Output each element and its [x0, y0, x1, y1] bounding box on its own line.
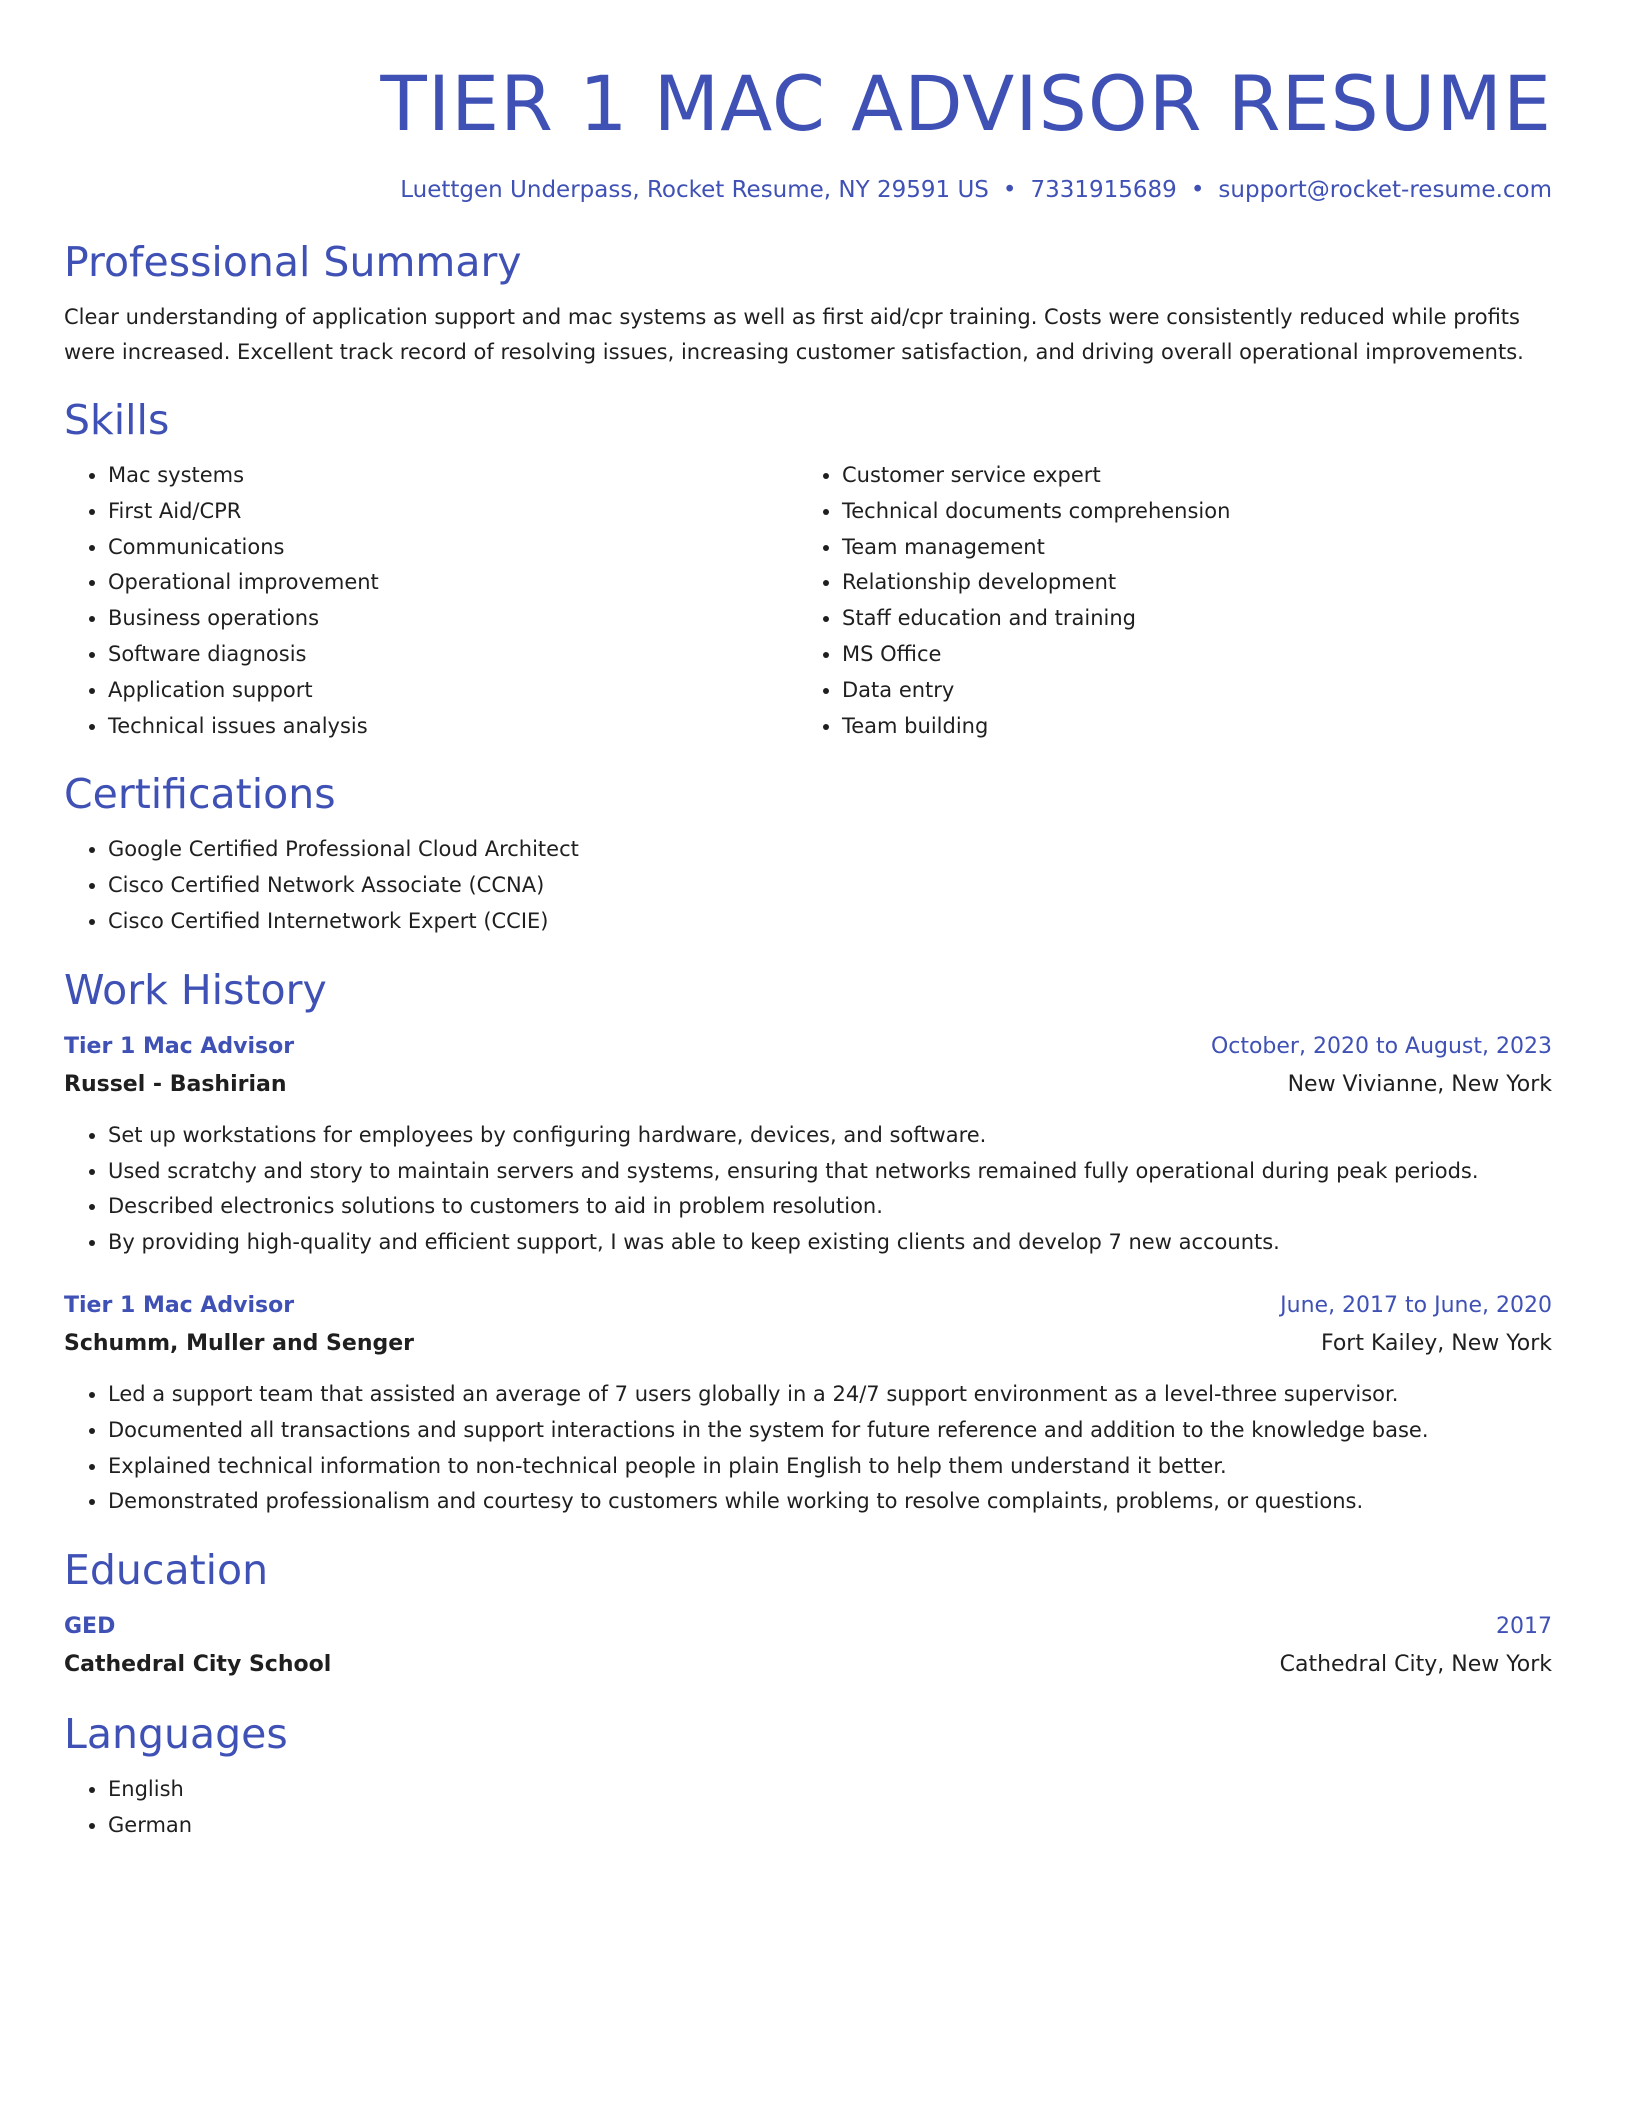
education-school: Cathedral City School: [64, 1652, 332, 1678]
languages-heading: Languages: [64, 1710, 288, 1759]
education-degree: GED: [64, 1614, 116, 1640]
skills-list-right: [798, 458, 1532, 744]
certifications-list: [64, 832, 1552, 939]
job-dates: June, 2017 to June, 2020: [1280, 1292, 1552, 1318]
skill-item: • Team building: [842, 709, 1532, 745]
job-company: Russel - Bashirian: [64, 1071, 287, 1097]
skill-item: • Application support: [108, 673, 798, 709]
skill-item: • Customer service expert: [842, 458, 1532, 494]
resume-title: TIER 1 MAC ADVISOR RESUME: [380, 59, 1552, 148]
job-bullet: • Led a support team that assisted an average of 7 users globally in a 24/7 support environment as a level-three supervisor.: [108, 1377, 1552, 1413]
job-location: Fort Kailey, New York: [1320, 1330, 1552, 1356]
job-bullet: • Documented all transactions and support interactions in the system for future reference and addition to the knowledge base.: [108, 1413, 1552, 1449]
job-entry: [64, 1028, 1552, 1261]
skill-item: • MS Office: [842, 637, 1532, 673]
skill-item: • Business operations: [108, 601, 798, 637]
job-company: Schumm, Muller and Senger: [64, 1330, 415, 1356]
education-school-row: [64, 1646, 1552, 1684]
contact-email[interactable]: support@rocket-resume.com: [1218, 177, 1552, 203]
skills-heading: Skills: [64, 396, 170, 444]
skills-list-left: [64, 458, 798, 744]
job-company-row: [64, 1066, 1552, 1104]
contact-separator: •: [1190, 177, 1205, 203]
job-bullet: • By providing high-quality and efficient support, I was able to keep existing clients and develop 7 new accounts.: [108, 1225, 1552, 1261]
job-title: Tier 1 Mac Advisor: [64, 1292, 295, 1318]
job-bullets: [64, 1118, 1552, 1261]
job-bullets: [64, 1377, 1552, 1520]
job-bullet: • Set up workstations for employees by configuring hardware, devices, and software.: [108, 1118, 1552, 1154]
language-item: • German: [108, 1808, 1552, 1844]
certification-item: • Cisco Certified Internetwork Expert (CCIE): [108, 904, 1552, 940]
skill-item: • Mac systems: [108, 458, 798, 494]
job-bullet: • Used scratchy and story to maintain servers and systems, ensuring that networks remained fully operational during peak periods.: [108, 1154, 1552, 1190]
summary-heading: Professional Summary: [64, 238, 522, 286]
skills-grid: [64, 458, 1552, 744]
certifications-section: [64, 768, 1552, 939]
skill-item: • Technical issues analysis: [108, 709, 798, 745]
work-history-section: [64, 964, 1552, 1520]
education-heading: Education: [64, 1546, 269, 1595]
education-section: [64, 1544, 1552, 1684]
contact-phone[interactable]: 7331915689: [1030, 177, 1177, 203]
job-header-row: [64, 1287, 1552, 1325]
skills-column-right: [798, 458, 1532, 744]
contact-line: [64, 174, 1552, 206]
education-entry: [64, 1608, 1552, 1684]
skill-item: • Relationship development: [842, 565, 1532, 601]
summary-section: [64, 236, 1552, 370]
skills-column-left: [64, 458, 798, 744]
contact-address: Luettgen Underpass, Rocket Resume, NY 29591 US: [400, 177, 989, 203]
certifications-heading: Certifications: [64, 770, 336, 819]
skills-section: [64, 394, 1552, 744]
skill-item: • Technical documents comprehension: [842, 494, 1532, 530]
languages-list: [64, 1772, 1552, 1844]
skill-item: • Team management: [842, 530, 1532, 566]
skill-item: • Staff education and training: [842, 601, 1532, 637]
contact-separator: •: [1002, 177, 1017, 203]
skill-item: • Communications: [108, 530, 798, 566]
job-dates: October, 2020 to August, 2023: [1210, 1033, 1552, 1059]
education-location: Cathedral City, New York: [1279, 1652, 1552, 1678]
job-header-row: [64, 1028, 1552, 1066]
certification-item: • Cisco Certified Network Associate (CCNA): [108, 868, 1552, 904]
job-bullet: • Described electronics solutions to customers to aid in problem resolution.: [108, 1189, 1552, 1225]
job-title: Tier 1 Mac Advisor: [64, 1033, 295, 1059]
summary-text: Clear understanding of application support and mac systems as well as first aid/cpr training. Costs were consistently reduced while profits were increased. Excellent track record of resolving issues, increasing customer satisfaction, and driving overall operational improvements.: [64, 305, 1524, 364]
job-entry: [64, 1287, 1552, 1520]
skill-item: • Software diagnosis: [108, 637, 798, 673]
language-item: • English: [108, 1772, 1552, 1808]
skill-item: • First Aid/CPR: [108, 494, 798, 530]
certification-item: • Google Certified Professional Cloud Architect: [108, 832, 1552, 868]
skill-item: • Operational improvement: [108, 565, 798, 601]
job-company-row: [64, 1325, 1552, 1363]
job-bullet: • Explained technical information to non-technical people in plain English to help them understand it better.: [108, 1449, 1552, 1485]
job-location: New Vivianne, New York: [1287, 1071, 1552, 1097]
education-header-row: [64, 1608, 1552, 1646]
education-year: 2017: [1496, 1614, 1552, 1640]
job-bullet: • Demonstrated professionalism and courtesy to customers while working to resolve complaints, problems, or questions.: [108, 1484, 1552, 1520]
skill-item: • Data entry: [842, 673, 1532, 709]
languages-section: [64, 1708, 1552, 1844]
resume-page: [64, 0, 1552, 1844]
work-history-heading: Work History: [64, 965, 327, 1014]
